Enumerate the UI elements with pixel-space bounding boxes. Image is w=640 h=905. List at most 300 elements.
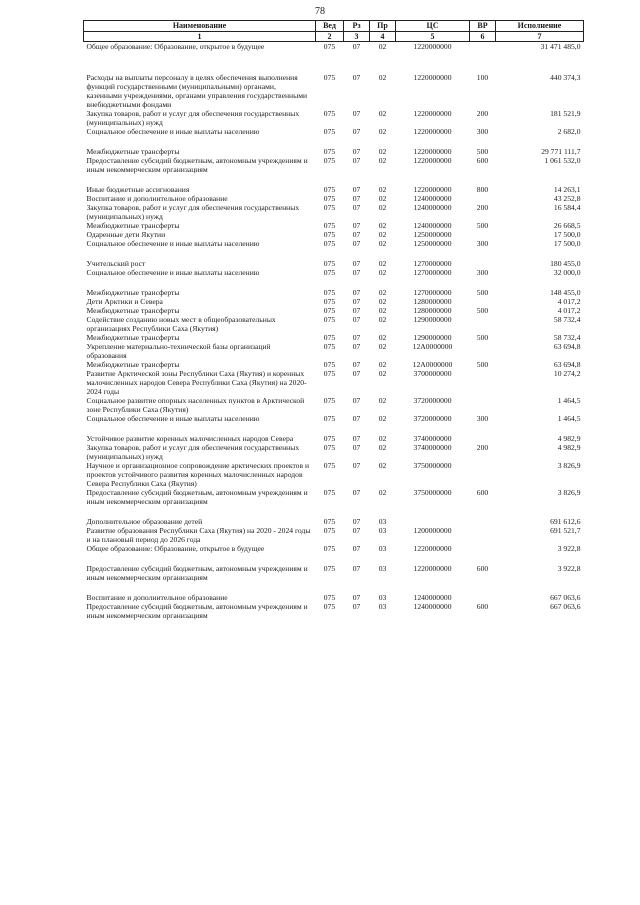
row-rz: 07 — [352, 517, 361, 526]
table-row — [84, 109, 584, 127]
row-rz: 07 — [352, 147, 361, 156]
row-name: Общее образование: Образование, открытое в будущее — [86, 544, 265, 553]
row-cs: 1290000000 — [413, 333, 452, 342]
row-rz: 07 — [352, 461, 361, 470]
row-name: Учительский рост — [86, 259, 146, 268]
row-ved: 075 — [323, 239, 336, 248]
row-name: Межбюджетные трансферты — [86, 288, 180, 297]
row-cs: 1220000000 — [413, 564, 452, 573]
row-vr — [470, 315, 496, 333]
row-ved: 075 — [323, 544, 336, 553]
row-rz: 07 — [352, 564, 361, 573]
row-ved: 075 — [323, 602, 336, 611]
row-pr: 02 — [378, 259, 387, 268]
row-vr: 300 — [476, 414, 489, 423]
row-pr: 02 — [378, 369, 387, 378]
row-vr — [470, 259, 496, 268]
row-vr — [470, 434, 496, 443]
table-row — [84, 185, 584, 194]
row-rz: 07 — [352, 602, 361, 611]
row-rz: 07 — [352, 315, 361, 324]
row-amount: 17 500,0 — [553, 230, 581, 239]
row-pr: 02 — [378, 42, 387, 51]
row-cs: 1270000000 — [413, 259, 452, 268]
row-vr: 500 — [476, 360, 489, 369]
index-7: 7 — [496, 32, 584, 42]
spacer-cell — [84, 136, 584, 147]
row-ved: 075 — [323, 259, 336, 268]
row-cs: 1290000000 — [413, 315, 452, 324]
row-spacer — [84, 248, 584, 259]
row-name: Развитие Арктической зоны Республики Саха (Якутия) и коренных малочисленных народов Севера Республики Саха (Якутия) на 2020-2024 годы — [86, 369, 307, 396]
row-amount: 691 521,7 — [550, 526, 581, 535]
row-cs: 3720000000 — [413, 396, 452, 405]
spacer-cell — [84, 277, 584, 288]
row-name: Закупка товаров, работ и услуг для обеспечения государственных (муниципальных) нужд — [86, 203, 300, 221]
row-spacer — [84, 62, 584, 73]
table-row — [84, 517, 584, 526]
row-name: Межбюджетные трансферты — [86, 333, 180, 342]
row-name: Предоставление субсидий бюджетным, автономным учреждениям и иным некоммерческим организациям — [86, 488, 308, 506]
table-row — [84, 156, 584, 174]
row-amount: 14 263,1 — [553, 185, 581, 194]
row-ved: 075 — [323, 526, 336, 535]
spacer-cell — [84, 248, 584, 259]
table-row — [84, 434, 584, 443]
row-cs: 1280000000 — [413, 297, 452, 306]
row-pr: 03 — [378, 602, 387, 611]
row-amount: 58 732,4 — [553, 333, 581, 342]
row-name: Дополнительное образование детей — [86, 517, 203, 526]
table-row — [84, 443, 584, 461]
row-cs: 1250000000 — [413, 230, 452, 239]
header-ved: Вед — [316, 21, 344, 32]
row-ved: 075 — [323, 42, 336, 51]
row-name: Иные бюджетные ассигнования — [86, 185, 190, 194]
table-row — [84, 526, 584, 544]
row-cs: 1240000000 — [413, 203, 452, 212]
row-cs: 1220000000 — [413, 109, 452, 118]
row-spacer — [84, 174, 584, 185]
row-rz: 07 — [352, 156, 361, 165]
row-rz: 07 — [352, 239, 361, 248]
header-rz: Рз — [344, 21, 370, 32]
table-row — [84, 230, 584, 239]
row-amount: 4 017,2 — [557, 297, 581, 306]
row-amount: 2 682,0 — [557, 127, 581, 136]
row-pr: 02 — [378, 288, 387, 297]
spacer-cell — [84, 582, 584, 593]
row-name: Расходы на выплаты персоналу в целях обеспечения выполнения функций государственными (муниципальными) органами, казенными учреждениями, органами управления государственными внебюджетными фондами — [86, 73, 308, 109]
row-vr — [470, 396, 496, 414]
table-row — [84, 203, 584, 221]
table-row — [84, 396, 584, 414]
row-name: Содействие созданию новых мест в общеобразовательных организациях Республики Саха (Якутия) — [86, 315, 276, 333]
row-ved: 075 — [323, 230, 336, 239]
header-row — [84, 21, 584, 32]
row-name: Предоставление субсидий бюджетным, автономным учреждениям и иным некоммерческим организациям — [86, 156, 308, 174]
row-cs: 1220000000 — [413, 544, 452, 553]
row-cs: 3740000000 — [413, 443, 452, 452]
row-pr: 02 — [378, 443, 387, 452]
row-name: Общее образование: Образование, открытое в будущее — [86, 42, 265, 51]
row-amount: 26 668,5 — [553, 221, 581, 230]
row-ved: 075 — [323, 297, 336, 306]
row-spacer — [84, 277, 584, 288]
row-ved: 075 — [323, 517, 336, 526]
index-1: 1 — [84, 32, 316, 42]
row-name: Социальное обеспечение и иные выплаты населению — [86, 414, 260, 423]
table-row — [84, 564, 584, 582]
row-rz: 07 — [352, 203, 361, 212]
row-spacer — [84, 51, 584, 62]
row-cs: 3700000000 — [413, 369, 452, 378]
row-ved: 075 — [323, 306, 336, 315]
row-pr: 02 — [378, 396, 387, 405]
row-cs: 3750000000 — [413, 461, 452, 470]
row-ved: 075 — [323, 203, 336, 212]
row-vr: 100 — [476, 73, 489, 82]
row-pr: 02 — [378, 268, 387, 277]
row-rz: 07 — [352, 259, 361, 268]
row-pr: 02 — [378, 360, 387, 369]
row-rz: 07 — [352, 488, 361, 497]
row-name: Межбюджетные трансферты — [86, 147, 180, 156]
row-vr: 500 — [476, 147, 489, 156]
row-ved: 075 — [323, 268, 336, 277]
row-pr: 02 — [378, 306, 387, 315]
row-pr: 02 — [378, 297, 387, 306]
row-name: Социальное обеспечение и иные выплаты населению — [86, 127, 260, 136]
row-amount: 29 771 111,7 — [541, 147, 581, 156]
row-vr: 600 — [476, 564, 489, 573]
row-vr: 500 — [476, 306, 489, 315]
row-rz: 07 — [352, 230, 361, 239]
row-pr: 02 — [378, 230, 387, 239]
row-pr: 03 — [378, 564, 387, 573]
table-row — [84, 488, 584, 506]
row-vr: 300 — [476, 239, 489, 248]
table-row — [84, 127, 584, 136]
row-name: Предоставление субсидий бюджетным, автономным учреждениям и иным некоммерческим организациям — [86, 564, 308, 582]
row-rz: 07 — [352, 434, 361, 443]
row-rz: 07 — [352, 396, 361, 405]
row-rz: 07 — [352, 221, 361, 230]
table-row — [84, 268, 584, 277]
index-3: 3 — [344, 32, 370, 42]
row-pr: 02 — [378, 333, 387, 342]
table-row — [84, 414, 584, 423]
row-name: Межбюджетные трансферты — [86, 306, 180, 315]
row-vr: 600 — [476, 488, 489, 497]
row-pr: 02 — [378, 315, 387, 324]
row-vr: 300 — [476, 268, 489, 277]
row-amount: 180 455,0 — [550, 259, 581, 268]
row-vr — [470, 593, 496, 602]
row-cs: 1220000000 — [413, 42, 452, 51]
row-rz: 07 — [352, 127, 361, 136]
row-amount: 16 584,4 — [553, 203, 581, 212]
row-vr: 500 — [476, 333, 489, 342]
spacer-cell — [84, 174, 584, 185]
table-row — [84, 239, 584, 248]
row-pr: 03 — [378, 517, 387, 526]
row-rz: 07 — [352, 288, 361, 297]
row-amount: 32 000,0 — [553, 268, 581, 277]
row-cs: 12А0000000 — [412, 360, 453, 369]
row-cs: 1200000000 — [413, 526, 452, 535]
row-ved: 075 — [323, 414, 336, 423]
row-name: Межбюджетные трансферты — [86, 360, 180, 369]
row-vr — [470, 517, 496, 526]
row-amount: 43 252,8 — [553, 194, 581, 203]
row-vr: 200 — [476, 443, 489, 452]
row-pr: 02 — [378, 109, 387, 118]
table-row — [84, 369, 584, 396]
row-vr: 800 — [476, 185, 489, 194]
row-vr: 600 — [476, 602, 489, 611]
table-row — [84, 288, 584, 297]
row-vr — [470, 461, 496, 488]
row-spacer — [84, 553, 584, 564]
row-ved: 075 — [323, 288, 336, 297]
row-ved: 075 — [323, 109, 336, 118]
row-name: Социальное обеспечение и иные выплаты населению — [86, 239, 260, 248]
row-vr — [470, 230, 496, 239]
row-rz: 07 — [352, 194, 361, 203]
row-vr — [470, 526, 496, 544]
row-ved: 075 — [323, 333, 336, 342]
row-ved: 075 — [323, 315, 336, 324]
table-row — [84, 73, 584, 109]
table-row — [84, 342, 584, 360]
row-pr: 02 — [378, 185, 387, 194]
index-5: 5 — [396, 32, 470, 42]
row-cs: 1240000000 — [413, 221, 452, 230]
table-row — [84, 147, 584, 156]
row-ved: 075 — [323, 488, 336, 497]
row-pr: 03 — [378, 544, 387, 553]
row-pr: 02 — [378, 127, 387, 136]
row-cs: 1270000000 — [413, 288, 452, 297]
row-rz: 07 — [352, 185, 361, 194]
table-row — [84, 306, 584, 315]
row-amount: 4 982,9 — [557, 443, 581, 452]
row-amount: 10 274,2 — [553, 369, 581, 378]
budget-execution-table — [83, 20, 584, 620]
row-pr: 02 — [378, 73, 387, 82]
row-amount: 58 732,4 — [553, 315, 581, 324]
row-amount: 181 521,9 — [550, 109, 581, 118]
row-ved: 075 — [323, 342, 336, 351]
table-row — [84, 360, 584, 369]
row-amount: 667 063,6 — [550, 602, 581, 611]
spacer-cell — [84, 51, 584, 62]
row-amount: 3 922,8 — [557, 564, 581, 573]
row-rz: 07 — [352, 443, 361, 452]
row-ved: 075 — [323, 147, 336, 156]
row-amount: 17 500,0 — [553, 239, 581, 248]
index-2: 2 — [316, 32, 344, 42]
spacer-cell — [84, 553, 584, 564]
index-6: 6 — [470, 32, 496, 42]
row-cs: 1240000000 — [413, 593, 452, 602]
row-rz: 07 — [352, 593, 361, 602]
page-number: 78 — [315, 6, 325, 17]
header-execution: Исполнение — [496, 21, 584, 32]
row-spacer — [84, 423, 584, 434]
row-pr: 02 — [378, 414, 387, 423]
row-cs: 1250000000 — [413, 239, 452, 248]
row-cs — [396, 517, 470, 526]
row-ved: 075 — [323, 360, 336, 369]
row-pr: 02 — [378, 342, 387, 351]
row-rz: 07 — [352, 109, 361, 118]
row-pr: 02 — [378, 488, 387, 497]
row-ved: 075 — [323, 434, 336, 443]
row-cs: 3750000000 — [413, 488, 452, 497]
row-spacer — [84, 582, 584, 593]
row-vr — [470, 342, 496, 360]
row-amount: 691 612,6 — [550, 517, 581, 526]
row-rz: 07 — [352, 414, 361, 423]
row-vr: 600 — [476, 156, 489, 165]
row-name: Социальное развитие опорных населенных пунктов в Арктической зоне Республики Саха (Якутия) — [86, 396, 305, 414]
row-vr: 300 — [476, 127, 489, 136]
row-ved: 075 — [323, 156, 336, 165]
row-amount: 63 694,8 — [553, 342, 581, 351]
table-row — [84, 602, 584, 620]
table-row — [84, 194, 584, 203]
row-amount: 1 061 532,0 — [544, 156, 581, 165]
spacer-cell — [84, 423, 584, 434]
row-pr: 02 — [378, 434, 387, 443]
row-cs: 1220000000 — [413, 73, 452, 82]
row-name: Дети Арктики и Севера — [86, 297, 163, 306]
row-rz: 07 — [352, 342, 361, 351]
row-pr: 03 — [378, 526, 387, 535]
row-pr: 02 — [378, 194, 387, 203]
row-vr: 500 — [476, 221, 489, 230]
table-row — [84, 42, 584, 52]
row-ved: 075 — [323, 221, 336, 230]
row-ved: 075 — [323, 564, 336, 573]
row-name: Закупка товаров, работ и услуг для обеспечения государственных (муниципальных) нужд — [86, 109, 300, 127]
table-row — [84, 297, 584, 306]
row-name: Одаренные дети Якутии — [86, 230, 166, 239]
row-amount: 4 982,9 — [557, 434, 581, 443]
row-cs: 3740000000 — [413, 434, 452, 443]
table-row — [84, 593, 584, 602]
table-row — [84, 259, 584, 268]
header-vr: ВР — [470, 21, 496, 32]
row-name: Социальное обеспечение и иные выплаты населению — [86, 268, 260, 277]
row-vr — [470, 369, 496, 396]
row-cs: 1220000000 — [413, 147, 452, 156]
row-amount: 4 017,2 — [557, 306, 581, 315]
row-ved: 075 — [323, 396, 336, 405]
table-row — [84, 333, 584, 342]
row-name: Межбюджетные трансферты — [86, 221, 180, 230]
column-index-row — [84, 32, 584, 42]
row-rz: 07 — [352, 526, 361, 535]
table-row — [84, 221, 584, 230]
table-row — [84, 544, 584, 553]
row-rz: 07 — [352, 306, 361, 315]
row-pr: 02 — [378, 156, 387, 165]
row-cs: 1270000000 — [413, 268, 452, 277]
row-rz: 07 — [352, 360, 361, 369]
row-ved: 075 — [323, 443, 336, 452]
row-ved: 075 — [323, 185, 336, 194]
row-name: Воспитание и дополнительное образование — [86, 194, 228, 203]
row-amount: 1 464,5 — [557, 396, 581, 405]
row-name: Устойчивое развитие коренных малочисленных народов Севера — [86, 434, 294, 443]
row-vr: 200 — [476, 109, 489, 118]
row-rz: 07 — [352, 297, 361, 306]
spacer-cell — [84, 506, 584, 517]
row-name: Предоставление субсидий бюджетным, автономным учреждениям и иным некоммерческим организациям — [86, 602, 308, 620]
row-spacer — [84, 136, 584, 147]
row-cs: 1240000000 — [413, 602, 452, 611]
row-rz: 07 — [352, 333, 361, 342]
row-ved: 075 — [323, 194, 336, 203]
row-cs: 1280000000 — [413, 306, 452, 315]
row-ved: 075 — [323, 461, 336, 470]
row-vr — [470, 42, 496, 52]
row-amount: 3 826,9 — [557, 488, 581, 497]
row-vr: 200 — [476, 203, 489, 212]
header-name: Наименование — [84, 21, 316, 32]
row-vr — [470, 297, 496, 306]
row-spacer — [84, 506, 584, 517]
row-cs: 3720000000 — [413, 414, 452, 423]
row-cs: 1220000000 — [413, 185, 452, 194]
row-rz: 07 — [352, 544, 361, 553]
row-vr: 500 — [476, 288, 489, 297]
row-pr: 02 — [378, 461, 387, 470]
row-pr: 02 — [378, 221, 387, 230]
header-pr: Пр — [370, 21, 396, 32]
row-vr — [470, 544, 496, 553]
row-rz: 07 — [352, 268, 361, 277]
row-ved: 075 — [323, 369, 336, 378]
row-amount: 1 464,5 — [557, 414, 581, 423]
row-name: Воспитание и дополнительное образование — [86, 593, 228, 602]
header-cs: ЦС — [396, 21, 470, 32]
row-amount: 667 063,6 — [550, 593, 581, 602]
row-ved: 075 — [323, 73, 336, 82]
row-cs: 1220000000 — [413, 156, 452, 165]
row-cs: 1240000000 — [413, 194, 452, 203]
row-amount: 3 826,9 — [557, 461, 581, 470]
row-pr: 02 — [378, 203, 387, 212]
row-ved: 075 — [323, 127, 336, 136]
index-4: 4 — [370, 32, 396, 42]
row-name: Укрепление материально-технической базы организаций образования — [86, 342, 271, 360]
row-rz: 07 — [352, 369, 361, 378]
row-rz: 07 — [352, 73, 361, 82]
spacer-cell — [84, 62, 584, 73]
table-row — [84, 461, 584, 488]
row-pr: 03 — [378, 593, 387, 602]
row-amount: 63 694,8 — [553, 360, 581, 369]
row-vr — [470, 194, 496, 203]
row-rz: 07 — [352, 42, 361, 51]
row-cs: 12А0000000 — [412, 342, 453, 351]
row-pr: 02 — [378, 147, 387, 156]
table-body — [84, 42, 584, 621]
